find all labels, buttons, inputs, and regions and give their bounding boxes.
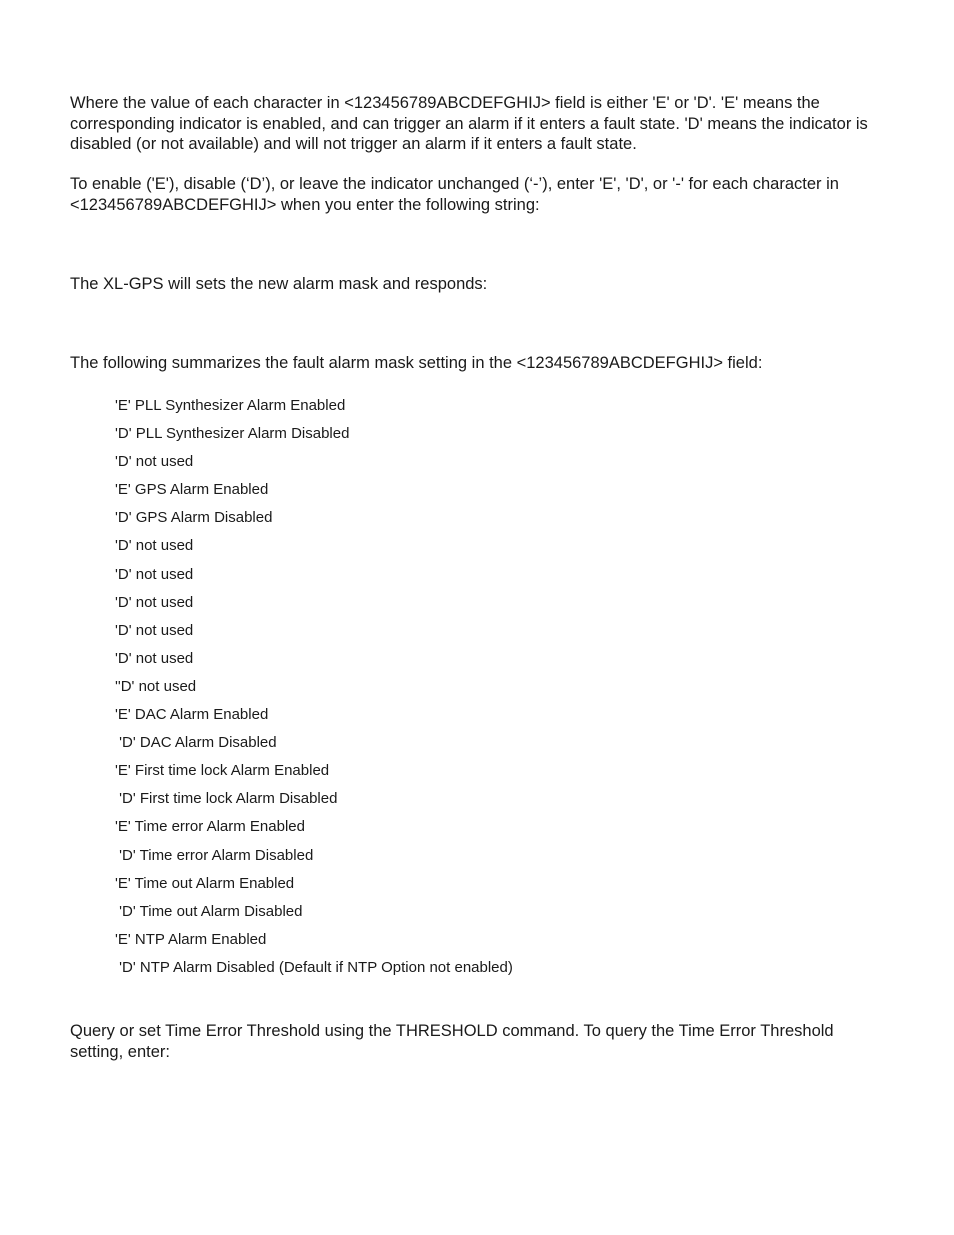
- paragraph-response-intro: The XL-GPS will sets the new alarm mask and responds:: [70, 275, 488, 293]
- list-item: 'D' GPS Alarm Disabled: [115, 509, 273, 527]
- list-item: 'D' not used: [115, 537, 194, 555]
- list-item: 'D' First time lock Alarm Disabled: [115, 790, 338, 808]
- list-item: 'D' DAC Alarm Disabled: [115, 734, 277, 752]
- list-item: 'D' not used: [115, 453, 194, 471]
- list-item: 'E' Time error Alarm Enabled: [115, 818, 305, 836]
- list-item: 'E' PLL Synthesizer Alarm Enabled: [115, 397, 346, 414]
- list-item: 'E' DAC Alarm Enabled: [115, 706, 269, 724]
- list-item: 'D' not used: [115, 593, 194, 611]
- paragraph-mask-summary-intro: The following summarizes the fault alarm mask setting in the <123456789ABCDEFGHIJ> field:: [70, 354, 763, 372]
- list-item: 'D' Time out Alarm Disabled: [115, 902, 303, 920]
- list-item: 'D' not used: [115, 649, 194, 667]
- list-item: ''D' not used: [115, 677, 197, 695]
- list-item: 'E' NTP Alarm Enabled: [115, 930, 267, 948]
- paragraph-mask-field-description: Where the value of each character in <123456789ABCDEFGHIJ> field is either 'E' or 'D'. 'E' means the corresponding indicator is enabled, and can trigger an alarm if it enters a fault state. 'D' means the indicator is disabled (or not available) and will not trigger an alarm if it enters a fault state.: [70, 94, 868, 153]
- paragraph-threshold-query: Query or set Time Error Threshold using the THRESHOLD command. To query the Time Error Threshold setting, enter:: [70, 1022, 834, 1061]
- list-item: 'E' First time lock Alarm Enabled: [115, 762, 330, 780]
- list-item: 'D' PLL Synthesizer Alarm Disabled: [115, 425, 350, 443]
- list-item: 'D' NTP Alarm Disabled (Default if NTP Option not enabled): [115, 958, 513, 976]
- list-item: 'D' not used: [115, 565, 194, 583]
- alarm-mask-list: [115, 396, 513, 986]
- list-item: 'D' not used: [115, 621, 194, 639]
- paragraph-enable-disable-instructions: To enable ('E'), disable (‘D’), or leave the indicator unchanged (‘-’), enter 'E', 'D', or '-' for each character in <123456789ABCDEFGHIJ> when you enter the following string:: [70, 175, 839, 214]
- list-item: 'D' Time error Alarm Disabled: [115, 846, 314, 864]
- list-item: 'E' GPS Alarm Enabled: [115, 481, 269, 499]
- list-item: 'E' Time out Alarm Enabled: [115, 874, 295, 892]
